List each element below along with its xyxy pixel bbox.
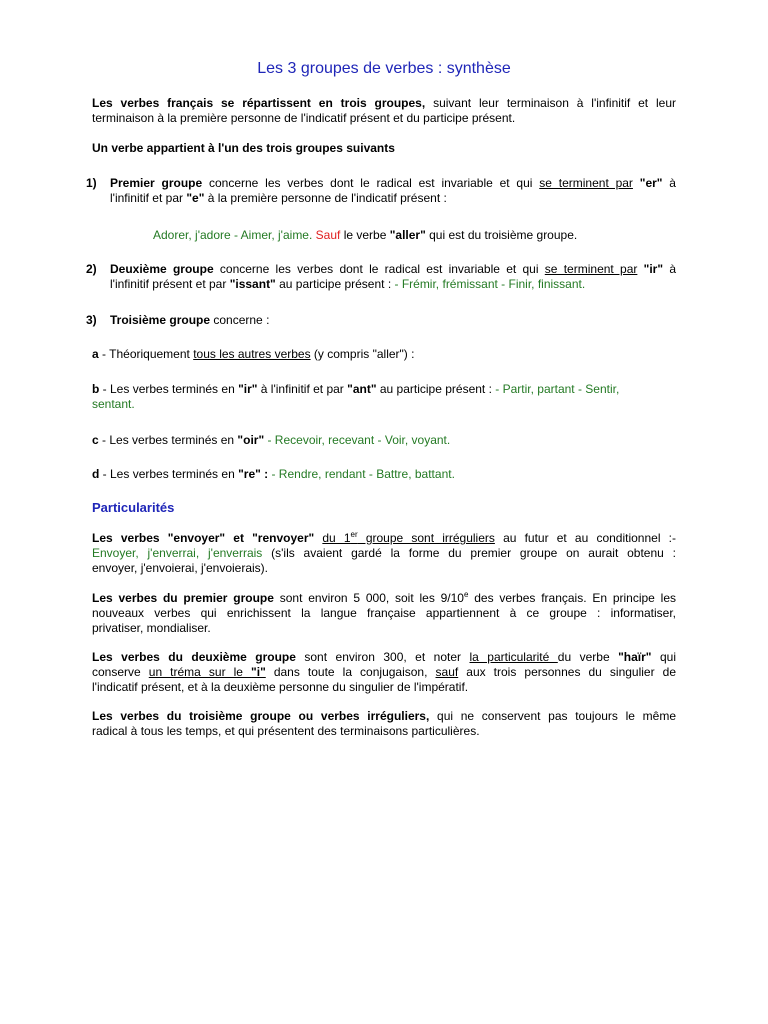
group-2-ending: "ir" [643, 262, 664, 276]
p3-text-5: dans toute la conjugaison, [265, 665, 436, 679]
group-2-ending2: "issant" [229, 277, 276, 291]
group-2-underline: se terminent par [544, 262, 638, 276]
sub-item-b [92, 382, 676, 412]
group-1-underline: se terminent par [539, 176, 633, 190]
p3-text-2: du verbe [557, 650, 619, 664]
p2-line-1 [92, 591, 676, 606]
p4-line-2: radical à tous les temps, et qui présentent des terminaisons particulières. [92, 724, 480, 738]
p1-bold: Les verbes "envoyer" et "renvoyer" [92, 531, 315, 545]
sub-d-text: - Les verbes terminés en [99, 467, 239, 481]
p3-line-3: l'indicatif présent, et à la deuxième personne du singulier de l'impératif. [92, 680, 469, 694]
intro-bold: Les verbes français se répartissent en trois groupes, [92, 96, 426, 110]
p3-underline-2 [149, 665, 266, 679]
group-2-line2-a: l'infinitif présent et par [110, 277, 230, 291]
group-1-space [633, 176, 640, 190]
sub-item-d [92, 467, 455, 482]
sub-a-text-end: (y compris "aller") : [310, 347, 415, 361]
p3-text-3: qui [651, 650, 676, 664]
group-1-line-2 [110, 191, 676, 206]
sub-b-letter: b [92, 382, 100, 396]
sub-a-letter: a [92, 347, 99, 361]
group-1-example-aller: "aller" [389, 228, 426, 242]
group-3-number: 3) [86, 313, 97, 327]
particularites-p4 [92, 709, 676, 739]
p2-line-3: privatiser, mondialiser. [92, 621, 211, 635]
sub-b-ending-ir: "ir" [238, 382, 258, 396]
p3-line-1 [92, 650, 676, 665]
group-2-line2-b: au participe présent : [275, 277, 395, 291]
group-2-example-green: - Frémir, frémissant - Finir, finissant. [394, 277, 586, 291]
group-1-ending: "er" [639, 176, 663, 190]
group-3-text: concerne : [210, 313, 270, 327]
p3-underline: la particularité [469, 650, 558, 664]
p2-line-2: nouveaux verbes qui enrichissent la langue française appartiennent à ce groupe : informatiser, [92, 606, 676, 620]
p1-text: au futur et au conditionnel :- [494, 531, 676, 545]
sub-a-text: - Théoriquement [98, 347, 194, 361]
p1-underline [322, 531, 495, 545]
lead-heading [92, 141, 676, 156]
sub-b-line-1 [92, 382, 676, 397]
intro-text: suivant leur terminaison à l'infinitif et leur [425, 96, 676, 110]
particularites-heading: Particularités [92, 500, 175, 515]
p3-underline-sauf: sauf [435, 665, 459, 679]
group-2-line-2 [110, 277, 676, 292]
p1-underline-b: groupe sont irréguliers [357, 531, 495, 545]
group-1-example-green: Adorer, j'adore - Aimer, j'aime. [153, 228, 313, 242]
sub-d-letter: d [92, 467, 100, 481]
group-1-line2-a: l'infinitif et par [110, 191, 187, 205]
sub-c-example: - Recevoir, recevant - Voir, voyant. [264, 433, 451, 447]
p1-underline-sup: er [350, 530, 358, 539]
group-1-number: 1) [86, 176, 97, 190]
sub-b-line-2: sentant. [92, 397, 135, 411]
sub-b-text-3: au participe présent : [376, 382, 496, 396]
sub-b-ending-ant: "ant" [347, 382, 377, 396]
p1-line-1 [92, 531, 676, 546]
group-1-name: Premier groupe [110, 176, 203, 190]
group-2-text-end: à [663, 262, 676, 276]
group-3-paragraph [110, 313, 269, 328]
particularites-p2 [92, 591, 676, 636]
p1-line-2 [92, 546, 676, 561]
group-1-example-end: qui est du troisième groupe. [425, 228, 578, 242]
sub-b-text: - Les verbes terminés en [99, 382, 239, 396]
particularites-p1 [92, 531, 676, 576]
group-2-paragraph [110, 262, 676, 292]
p3-bold: Les verbes du deuxième groupe [92, 650, 296, 664]
sub-c-ending: "oir" [237, 433, 265, 447]
p1-underline-a: du 1 [322, 531, 351, 545]
page-title: Les 3 groupes de verbes : synthèse [257, 60, 511, 77]
p3-line-2 [92, 665, 676, 680]
sub-item-a [92, 347, 414, 362]
group-2-name: Deuxième groupe [110, 262, 214, 276]
p2-bold: Les verbes du premier groupe [92, 591, 274, 605]
sub-c-text: - Les verbes terminés en [98, 433, 238, 447]
group-2-line-1 [110, 262, 676, 277]
p3-underline-i: "i" [251, 665, 266, 679]
p1-text-2: (s'ils avaient gardé la forme du premier groupe on aurait obtenu : [262, 546, 676, 560]
p4-line-1 [92, 709, 676, 724]
p2-text: sont environ 5 000, soit les 9/10 [273, 591, 464, 605]
group-1-text-end: à [662, 176, 676, 190]
group-1-text: concerne les verbes dont le radical est invariable et qui [202, 176, 540, 190]
sub-b-text-2: à l'infinitif et par [257, 382, 348, 396]
group-1-line-1 [110, 176, 676, 191]
group-3-name: Troisième groupe [110, 313, 211, 327]
sub-b-example: - Partir, partant - Sentir, [495, 382, 620, 396]
p3-underline-2a: un tréma sur le [148, 665, 252, 679]
group-1-paragraph [110, 176, 676, 206]
intro-paragraph [92, 96, 676, 126]
p3-text-4: conserve [92, 665, 149, 679]
lead-text: Un verbe appartient à l'un des trois groupes suivants [92, 141, 395, 155]
intro-line-2: terminaison à la première personne de l'indicatif présent et du participe présent. [92, 111, 516, 125]
p4-text: qui ne conservent pas toujours le même [429, 709, 676, 723]
p1-green: Envoyer, j'enverrai, j'enverrais [92, 546, 263, 560]
particularites-p3 [92, 650, 676, 695]
group-2-text: concerne les verbes dont le radical est invariable et qui [213, 262, 545, 276]
group-1-example-sauf: Sauf [315, 228, 341, 242]
sub-c-letter: c [92, 433, 99, 447]
p4-bold: Les verbes du troisième groupe ou verbes irréguliers, [92, 709, 430, 723]
intro-line-1 [92, 96, 676, 111]
p3-hair: "haïr" [618, 650, 652, 664]
sub-a-underline: tous les autres verbes [193, 347, 311, 361]
group-1-line2-b: à la première personne de l'indicatif présent : [204, 191, 447, 205]
sub-d-example: - Rendre, rendant - Battre, battant. [268, 467, 455, 481]
group-2-number: 2) [86, 262, 97, 276]
p2-text-2: des verbes français. En principe les [468, 591, 677, 605]
p1-line-3: envoyer, j'envoierai, j'envoierais). [92, 561, 269, 575]
p3-text-6: aux trois personnes du singulier de [458, 665, 677, 679]
p2-sup: e [463, 590, 469, 599]
group-1-ending2: "e" [186, 191, 205, 205]
group-1-example [153, 228, 577, 243]
group-1-example-text: le verbe [340, 228, 390, 242]
sub-item-c [92, 433, 450, 448]
p3-text: sont environ 300, et noter [295, 650, 470, 664]
sub-d-ending: "re" : [238, 467, 269, 481]
